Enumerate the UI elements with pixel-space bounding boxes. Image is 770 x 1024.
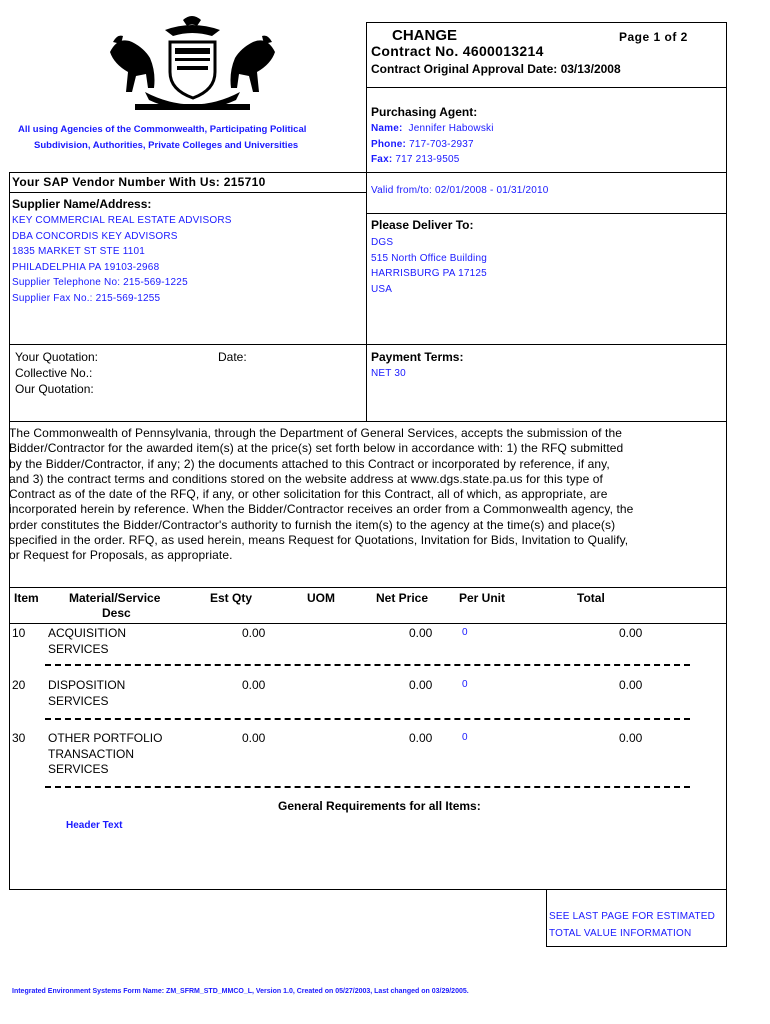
row-desc-line: DISPOSITION [48, 678, 126, 692]
row-description [48, 731, 162, 778]
row-desc-line: OTHER PORTFOLIO [48, 731, 163, 745]
row-per-unit: 0 [462, 627, 468, 638]
quotation-date-label: Date: [218, 350, 247, 364]
sap-vendor-number: Your SAP Vendor Number With Us: 215710 [12, 175, 266, 189]
agent-name: Jennifer Habowski [408, 123, 494, 134]
supplier-line: KEY COMMERCIAL REAL ESTATE ADVISORS [12, 215, 232, 226]
col-material: Material/Service [69, 591, 161, 605]
row-description [48, 678, 125, 709]
our-quotation-label: Our Quotation: [15, 382, 94, 396]
row-net-price: 0.00 [409, 678, 433, 692]
row-total: 0.00 [619, 626, 643, 640]
row-total: 0.00 [619, 678, 643, 692]
row-net-price: 0.00 [409, 626, 433, 640]
agencies-line-1: All using Agencies of the Commonwealth, Participating Political [18, 124, 307, 135]
supplier-line: DBA CONCORDIS KEY ADVISORS [12, 230, 178, 242]
deliver-line: 515 North Office Building [371, 252, 487, 264]
quotation-divider [9, 344, 727, 345]
col-total: Total [577, 591, 605, 605]
row-description [48, 626, 126, 657]
agent-name-label: Name: [371, 123, 403, 134]
terms-line: order constitutes the Bidder/Contractor's authority to furnish the item(s) to the agency at the time(s) and place(s) [9, 517, 616, 532]
col-est-qty: Est Qty [210, 591, 253, 605]
terms-line: by the Bidder/Contractor, if any; 2) the documents attached to this Contract or incorporated by reference, if any, [9, 456, 610, 471]
terms-paragraph [9, 426, 727, 564]
row-per-unit: 0 [462, 732, 468, 743]
row-item-number: 20 [12, 678, 26, 692]
row-desc-line: ACQUISITION [48, 626, 127, 640]
row-est-qty: 0.00 [242, 731, 266, 745]
terms-line: or Request for Proposals, as appropriate. [9, 548, 233, 563]
row-item-number: 30 [12, 731, 26, 745]
deliver-line: HARRISBURG PA 17125 [371, 268, 487, 279]
change-label: CHANGE [392, 27, 458, 44]
col-per-unit: Per Unit [459, 591, 506, 605]
deliver-line: USA [371, 283, 393, 295]
terms-line: specified in the order. RFQ, as used herein, means Request for Quotations, Invitation for Bids, Invitation to Qualify, [9, 533, 629, 548]
deliver-to-title: Please Deliver To: [371, 218, 474, 232]
terms-line: Contract as of the date of the RFQ, if any, or other solicitation for this Contract, all of which, as appropriate, are [9, 487, 608, 502]
supplier-telephone: Supplier Telephone No: 215-569-1225 [12, 277, 188, 288]
supplier-address [12, 213, 232, 306]
general-requirements-title: General Requirements for all Items: [278, 799, 481, 813]
col-item: Item [14, 591, 39, 605]
vertical-divider [366, 193, 367, 422]
row-desc-line: SERVICES [48, 762, 109, 776]
commonwealth-seal-emblem [95, 12, 290, 117]
terms-line: incorporated herein by reference. When the Bidder/Contractor receives an order from a Commonwealth agency, the [9, 502, 634, 517]
col-uom: UOM [307, 591, 335, 605]
agent-name-row [371, 123, 494, 134]
row-per-unit: 0 [462, 679, 468, 690]
row-est-qty: 0.00 [242, 626, 266, 640]
row-separator [45, 718, 690, 720]
collective-no-label: Collective No.: [15, 366, 93, 380]
form-footer: Integrated Environment Systems Form Name: ZM_SFRM_STD_MMCO_L, Version 1.0, Created on 05/27/2003, Last changed on 03/29/2005. [12, 988, 469, 995]
total-value-note: TOTAL VALUE INFORMATION [549, 928, 692, 939]
terms-line: and 3) the contract terms and conditions stored on the website address at www.dgs.state.pa.us for this type of [9, 471, 603, 486]
your-quotation-label: Your Quotation: [15, 350, 98, 364]
terms-line: The Commonwealth of Pennsylvania, through the Department of General Services, accepts the submission of the [9, 426, 623, 440]
agent-phone-label: Phone: [371, 139, 407, 150]
header-text-link[interactable]: Header Text [66, 820, 123, 831]
supplier-line: 1835 MARKET ST STE 1101 [12, 246, 145, 257]
payment-terms-title: Payment Terms: [371, 350, 464, 364]
original-approval-date: Contract Original Approval Date: 03/13/2008 [371, 62, 621, 76]
col-material-desc: Desc [102, 606, 131, 620]
row-total: 0.00 [619, 731, 643, 745]
agencies-line-2: Subdivision, Authorities, Private Colleges and Universities [34, 140, 299, 151]
page-indicator: Page 1 of 2 [619, 30, 688, 44]
row-item-number: 10 [12, 626, 26, 640]
row-separator [45, 664, 690, 666]
supplier-line: PHILADELPHIA PA 19103-2968 [12, 261, 160, 273]
agent-fax: 717 213-9505 [395, 154, 460, 165]
row-desc-line: TRANSACTION [48, 746, 135, 761]
row-desc-line: SERVICES [48, 641, 109, 656]
row-separator [45, 786, 690, 788]
payment-terms-value: NET 30 [371, 368, 406, 379]
agent-fax-row [371, 154, 459, 165]
row-net-price: 0.00 [409, 731, 433, 745]
col-net-price: Net Price [376, 591, 429, 605]
agent-fax-label: Fax: [371, 154, 393, 165]
row-desc-line: SERVICES [48, 693, 109, 708]
agent-phone-row [371, 139, 474, 150]
terms-line: Bidder/Contractor for the awarded item(s) at the price(s) set forth below in accordance with: 1) the RFQ submitted [9, 441, 624, 456]
deliver-address [371, 235, 487, 297]
deliver-line: DGS [371, 237, 394, 248]
valid-from-to: Valid from/to: 02/01/2008 - 01/31/2010 [371, 185, 549, 196]
supplier-title: Supplier Name/Address: [12, 197, 152, 211]
purchasing-agent-title: Purchasing Agent: [371, 105, 478, 119]
agent-phone: 717-703-2937 [409, 139, 474, 150]
see-last-page-note: SEE LAST PAGE FOR ESTIMATED [549, 911, 715, 922]
contract-number: Contract No. 4600013214 [371, 43, 544, 59]
supplier-fax: Supplier Fax No.: 215-569-1255 [12, 292, 161, 304]
row-est-qty: 0.00 [242, 678, 266, 692]
